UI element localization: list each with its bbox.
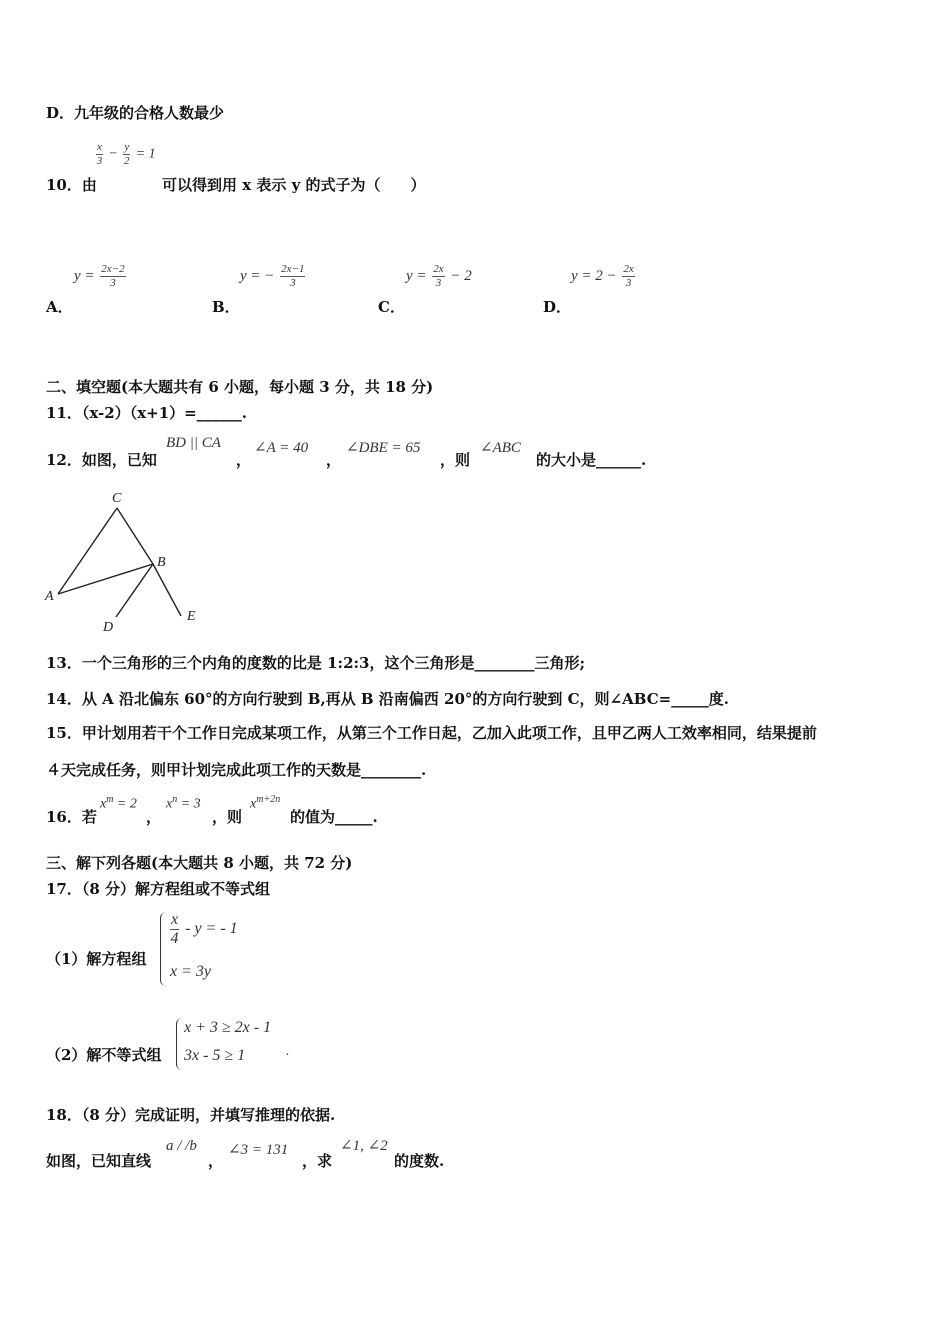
q10-equation bbox=[94, 142, 156, 167]
label-d: D bbox=[103, 620, 114, 635]
q12-prefix: 12．如图，已知 bbox=[46, 451, 157, 469]
q17-part1-eq1 bbox=[168, 912, 238, 947]
q10-suffix: 可以得到用 x 表示 y 的式子为（ ） bbox=[162, 176, 426, 194]
q10-option-c-formula bbox=[406, 264, 472, 289]
q10-eq-rhs: = 1 bbox=[135, 146, 156, 162]
q17-part1-eq1-rest: - y = - 1 bbox=[185, 920, 238, 938]
q10-option-d-letter: D． bbox=[543, 298, 572, 316]
q10-prefix: 10．由 bbox=[46, 176, 97, 194]
q16-cond2 bbox=[166, 794, 201, 813]
q10-option-b-lhs: y = − bbox=[240, 267, 275, 284]
label-c: C bbox=[112, 491, 122, 506]
q17-part1-eq2: x = 3y bbox=[170, 963, 211, 980]
section2-heading: 二、填空题(本大题共有 6 小题，每小题 3 分，共 18 分) bbox=[46, 378, 434, 396]
q10-option-c-tail: − 2 bbox=[450, 267, 472, 284]
q10-option-c-num: 2x bbox=[433, 263, 444, 275]
q16-target bbox=[250, 794, 280, 813]
q17-part1-label: （1）解方程组 bbox=[46, 950, 147, 968]
q10-eq-minus: − bbox=[108, 146, 118, 162]
q17-part2-label: （2）解不等式组 bbox=[46, 1046, 162, 1064]
q17-part1-eq1-den: 4 bbox=[170, 930, 179, 947]
q10-eq-3: 3 bbox=[96, 155, 103, 167]
q17-part1-eq1-num: x bbox=[171, 911, 179, 928]
q10-eq-x: x bbox=[97, 141, 102, 153]
q18-comma: ， bbox=[208, 1152, 224, 1170]
q12-target: ∠ABC bbox=[480, 440, 521, 456]
q15-line2: ４天完成任务，则甲计划完成此项工作的天数是________. bbox=[46, 761, 427, 779]
q10-option-d-lhs: y = 2 − bbox=[571, 267, 617, 284]
q16-sup3: m+2n bbox=[256, 794, 281, 805]
q12-cond3: ∠DBE = 65 bbox=[346, 440, 421, 456]
line-ab bbox=[58, 564, 153, 594]
q10-option-d-formula bbox=[571, 264, 637, 289]
q10-option-a-formula bbox=[74, 264, 128, 289]
q12-comma2: ， bbox=[326, 451, 342, 469]
q17-part2-brace bbox=[176, 1018, 183, 1070]
q16-sup2: n bbox=[172, 794, 178, 805]
label-e: E bbox=[187, 609, 196, 624]
line-ac bbox=[58, 508, 117, 594]
line-bd bbox=[116, 564, 153, 617]
q18-target: ∠1, ∠2 bbox=[340, 1138, 388, 1154]
line-be bbox=[153, 564, 181, 616]
q13-text: 13．一个三角形的三个内角的度数的比是 1:2:3，这个三角形是________三角形; bbox=[46, 654, 586, 672]
q16-eq2: = 3 bbox=[180, 796, 201, 812]
q10-option-b-letter: B． bbox=[212, 298, 240, 316]
q18-cond1: a / /b bbox=[166, 1138, 197, 1154]
q16-comma: ， bbox=[146, 808, 162, 826]
q12-cond2: ∠A = 40 bbox=[254, 440, 309, 456]
q12-figure bbox=[40, 484, 220, 636]
label-b: B bbox=[157, 555, 166, 570]
q17-part2-dot: . bbox=[286, 1044, 290, 1059]
q16-x2: x bbox=[166, 796, 173, 812]
q12-suffix: 的大小是______. bbox=[536, 451, 647, 469]
q16-then: ，则 bbox=[212, 808, 243, 826]
q18-prefix: 如图，已知直线 bbox=[46, 1152, 152, 1170]
q10-option-a-lhs: y = bbox=[74, 267, 95, 284]
q10-option-c-letter: C． bbox=[378, 298, 405, 316]
q18-then: ，求 bbox=[302, 1152, 333, 1170]
q10-option-b-num: 2x−1 bbox=[281, 263, 305, 275]
q10-option-b-den: 3 bbox=[290, 277, 296, 289]
section3-heading: 三、解下列各题(本大题共 8 小题，共 72 分) bbox=[46, 854, 353, 872]
q16-cond1 bbox=[100, 794, 137, 813]
q18-title: 18．（8 分）完成证明，并填写推理的依据. bbox=[46, 1106, 336, 1124]
label-a: A bbox=[45, 589, 54, 604]
q12-cond1: BD || CA bbox=[166, 435, 221, 451]
q11-text: 11．（x-2）（x+1）=______. bbox=[46, 404, 247, 422]
q18-suffix: 的度数. bbox=[394, 1152, 445, 1170]
q10-eq-2: 2 bbox=[124, 155, 130, 167]
q12-then: ，则 bbox=[440, 451, 471, 469]
q10-option-d-den: 3 bbox=[625, 277, 632, 289]
q12-comma1: ， bbox=[236, 451, 252, 469]
q10-option-a-num: 2x−2 bbox=[101, 263, 125, 275]
q10-eq-y: y bbox=[124, 141, 130, 153]
q17-part2-eq2: 3x - 5 ≥ 1 bbox=[184, 1047, 246, 1064]
q10-option-a-letter: A． bbox=[46, 298, 73, 316]
line-cb bbox=[117, 508, 153, 564]
q18-cond2: ∠3 = 131 bbox=[228, 1142, 289, 1158]
q16-eq1: = 2 bbox=[116, 796, 137, 812]
q10-option-b-formula bbox=[240, 264, 307, 289]
q16-sup1: m bbox=[106, 794, 114, 805]
q17-part1-brace bbox=[160, 912, 167, 986]
q10-option-d-num: 2x bbox=[623, 263, 634, 275]
q9-option-d: D．九年级的合格人数最少 bbox=[46, 104, 225, 122]
q17-title: 17．（8 分）解方程组或不等式组 bbox=[46, 880, 271, 898]
q16-x1: x bbox=[100, 796, 107, 812]
q10-option-c-den: 3 bbox=[435, 277, 442, 289]
q16-suffix: 的值为_____. bbox=[290, 808, 378, 826]
q16-x3: x bbox=[250, 796, 257, 812]
q14-text: 14．从 A 沿北偏东 60°的方向行驶到 B,再从 B 沿南偏西 20°的方向行驶到 C，则∠ABC=_____度. bbox=[46, 690, 729, 708]
q10-option-c-lhs: y = bbox=[406, 267, 427, 284]
q17-part2-eq1: x + 3 ≥ 2x - 1 bbox=[184, 1019, 272, 1036]
q15-line1: 15．甲计划用若干个工作日完成某项工作，从第三个工作日起，乙加入此项工作，且甲乙两人工效率相同，结果提前 bbox=[46, 724, 817, 742]
q16-prefix: 16．若 bbox=[46, 808, 97, 826]
q10-option-a-den: 3 bbox=[110, 277, 116, 289]
